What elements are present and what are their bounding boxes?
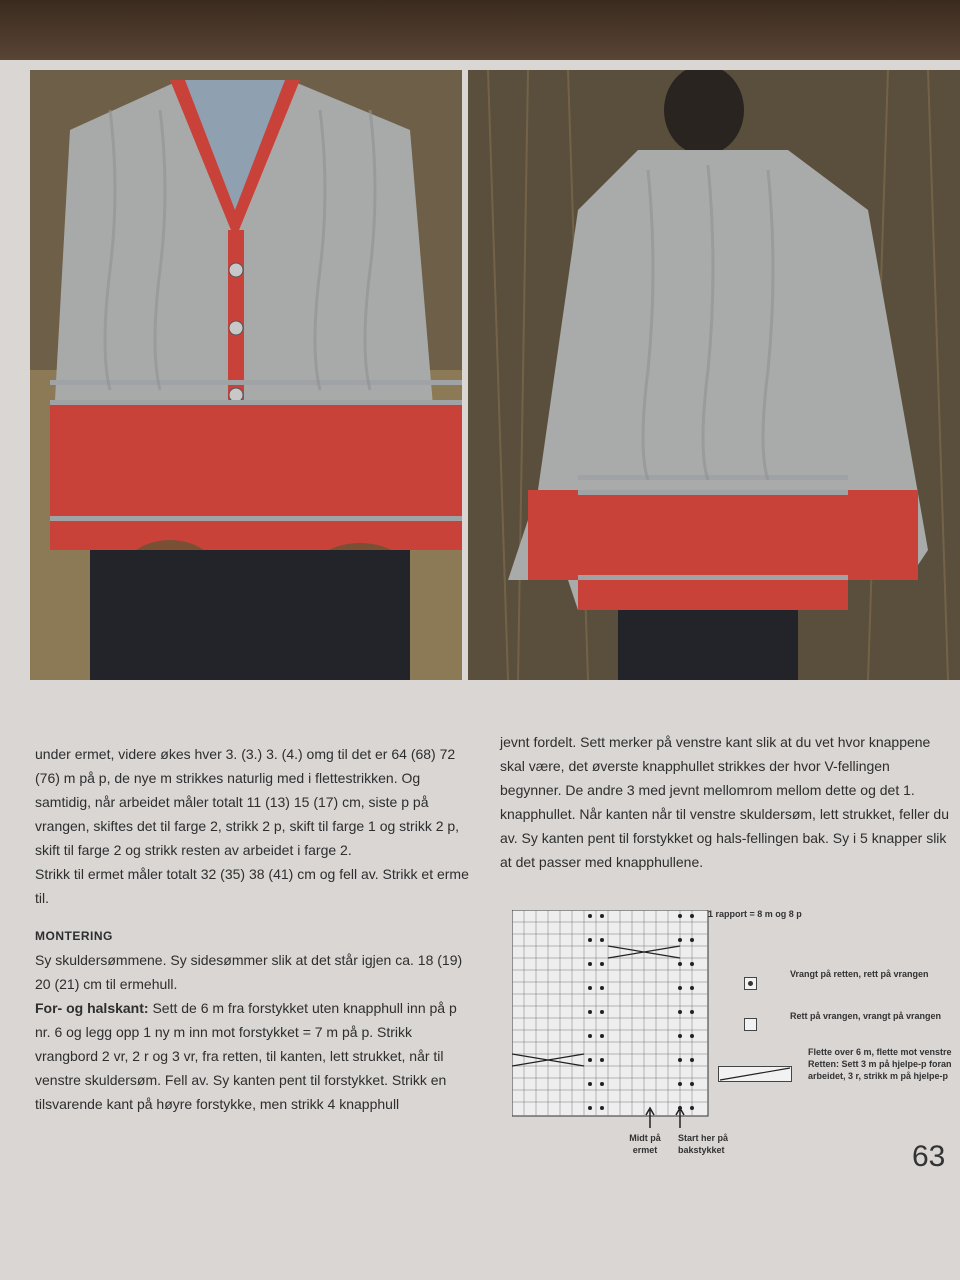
arrow-label-mid-sleeve: Midt på ermet <box>629 1133 661 1155</box>
photo-front-view <box>30 70 462 680</box>
text-column-right <box>500 730 950 874</box>
arrow-label-start-back: Start her på bakstykket <box>678 1133 729 1155</box>
knitting-chart-grid <box>512 910 712 1120</box>
purl-symbol-icon <box>744 977 757 990</box>
front-edge-label: For- og halskant: <box>35 1000 149 1016</box>
arrow-up-icon <box>646 1108 654 1128</box>
legend-knit: Rett på vrangen, vrangt på vrangen <box>790 1011 942 1021</box>
photo-back-view <box>468 70 960 680</box>
cable-symbol-icon <box>718 1066 792 1082</box>
chart-rapport-label: 1 rapport = 8 m og 8 p <box>708 909 802 919</box>
legend-cable: Flette over 6 m, flette mot venstre Retten: Sett 3 m på hjelpe-p foran arbeidet, 3 r, strikk m på hjelpe-p <box>808 1047 952 1081</box>
chart-arrows <box>640 1106 690 1130</box>
heading-montering: MONTERING <box>35 929 113 943</box>
front-edge-text: Sett de 6 m fra forstykket uten knapphull inn på p nr. 6 og legg opp 1 ny m inn mot forstykket = 7 m på p. Strikk vrangbord 2 vr, 2 r og 3 vr, fra retten, til kanten, lett strukket, når til venstre skuldersøm. Fell av. Sy kanten pent til forstykket. Strikk en tilsvarende kant på høyre forstykke, men strikk 4 knapphull <box>35 1000 457 1112</box>
knitting-chart <box>512 910 712 1125</box>
legend-purl: Vrangt på retten, rett på vrangen <box>790 969 929 979</box>
text-column-left <box>35 742 475 1116</box>
paragraph-front-edge <box>35 996 475 1116</box>
photo-spread <box>30 70 960 680</box>
paragraph-buttons: jevnt fordelt. Sett merker på venstre kant slik at du vet hvor knappene skal være, det øverste knapphullet strikkes der hvor V-fellingen begynner. De andre 3 med jevnt mellomrom mellom dette og det 1. knapphullet. Når kanten når til venstre skuldersøm, lett strukket, feller du av. Sy kanten pent til forstykket og hals-fellingen bak. Sy i 5 knapper slik at det passer med knapphullene. <box>500 734 949 870</box>
knit-symbol-icon <box>744 1018 757 1031</box>
paragraph-seams: Sy skuldersømmene. Sy sidesømmer slik at det står igjen ca. 18 (19) 20 (21) cm til ermehull. <box>35 952 463 992</box>
book-binding-shadow <box>0 0 960 62</box>
paragraph-sleeve-finish: Strikk til ermet måler totalt 32 (35) 38 (41) cm og fell av. Strikk et erme til. <box>35 866 469 906</box>
page-number: 63 <box>912 1140 946 1173</box>
arrow-up-icon <box>676 1108 684 1128</box>
paragraph-sleeve-increase: under ermet, videre økes hver 3. (3.) 3. (4.) omg til det er 64 (68) 72 (76) m på p, de nye m strikkes naturlig med i flettestrikken. Og samtidig, når arbeidet måler totalt 11 (13) 15 (17) cm, siste p på vrangen, skiftes det til farge 2, strikk 2 p, skift til farge 1 og strikk 2 p, skift til farge 2 og strikk resten av arbeidet i farge 2. <box>35 746 460 858</box>
